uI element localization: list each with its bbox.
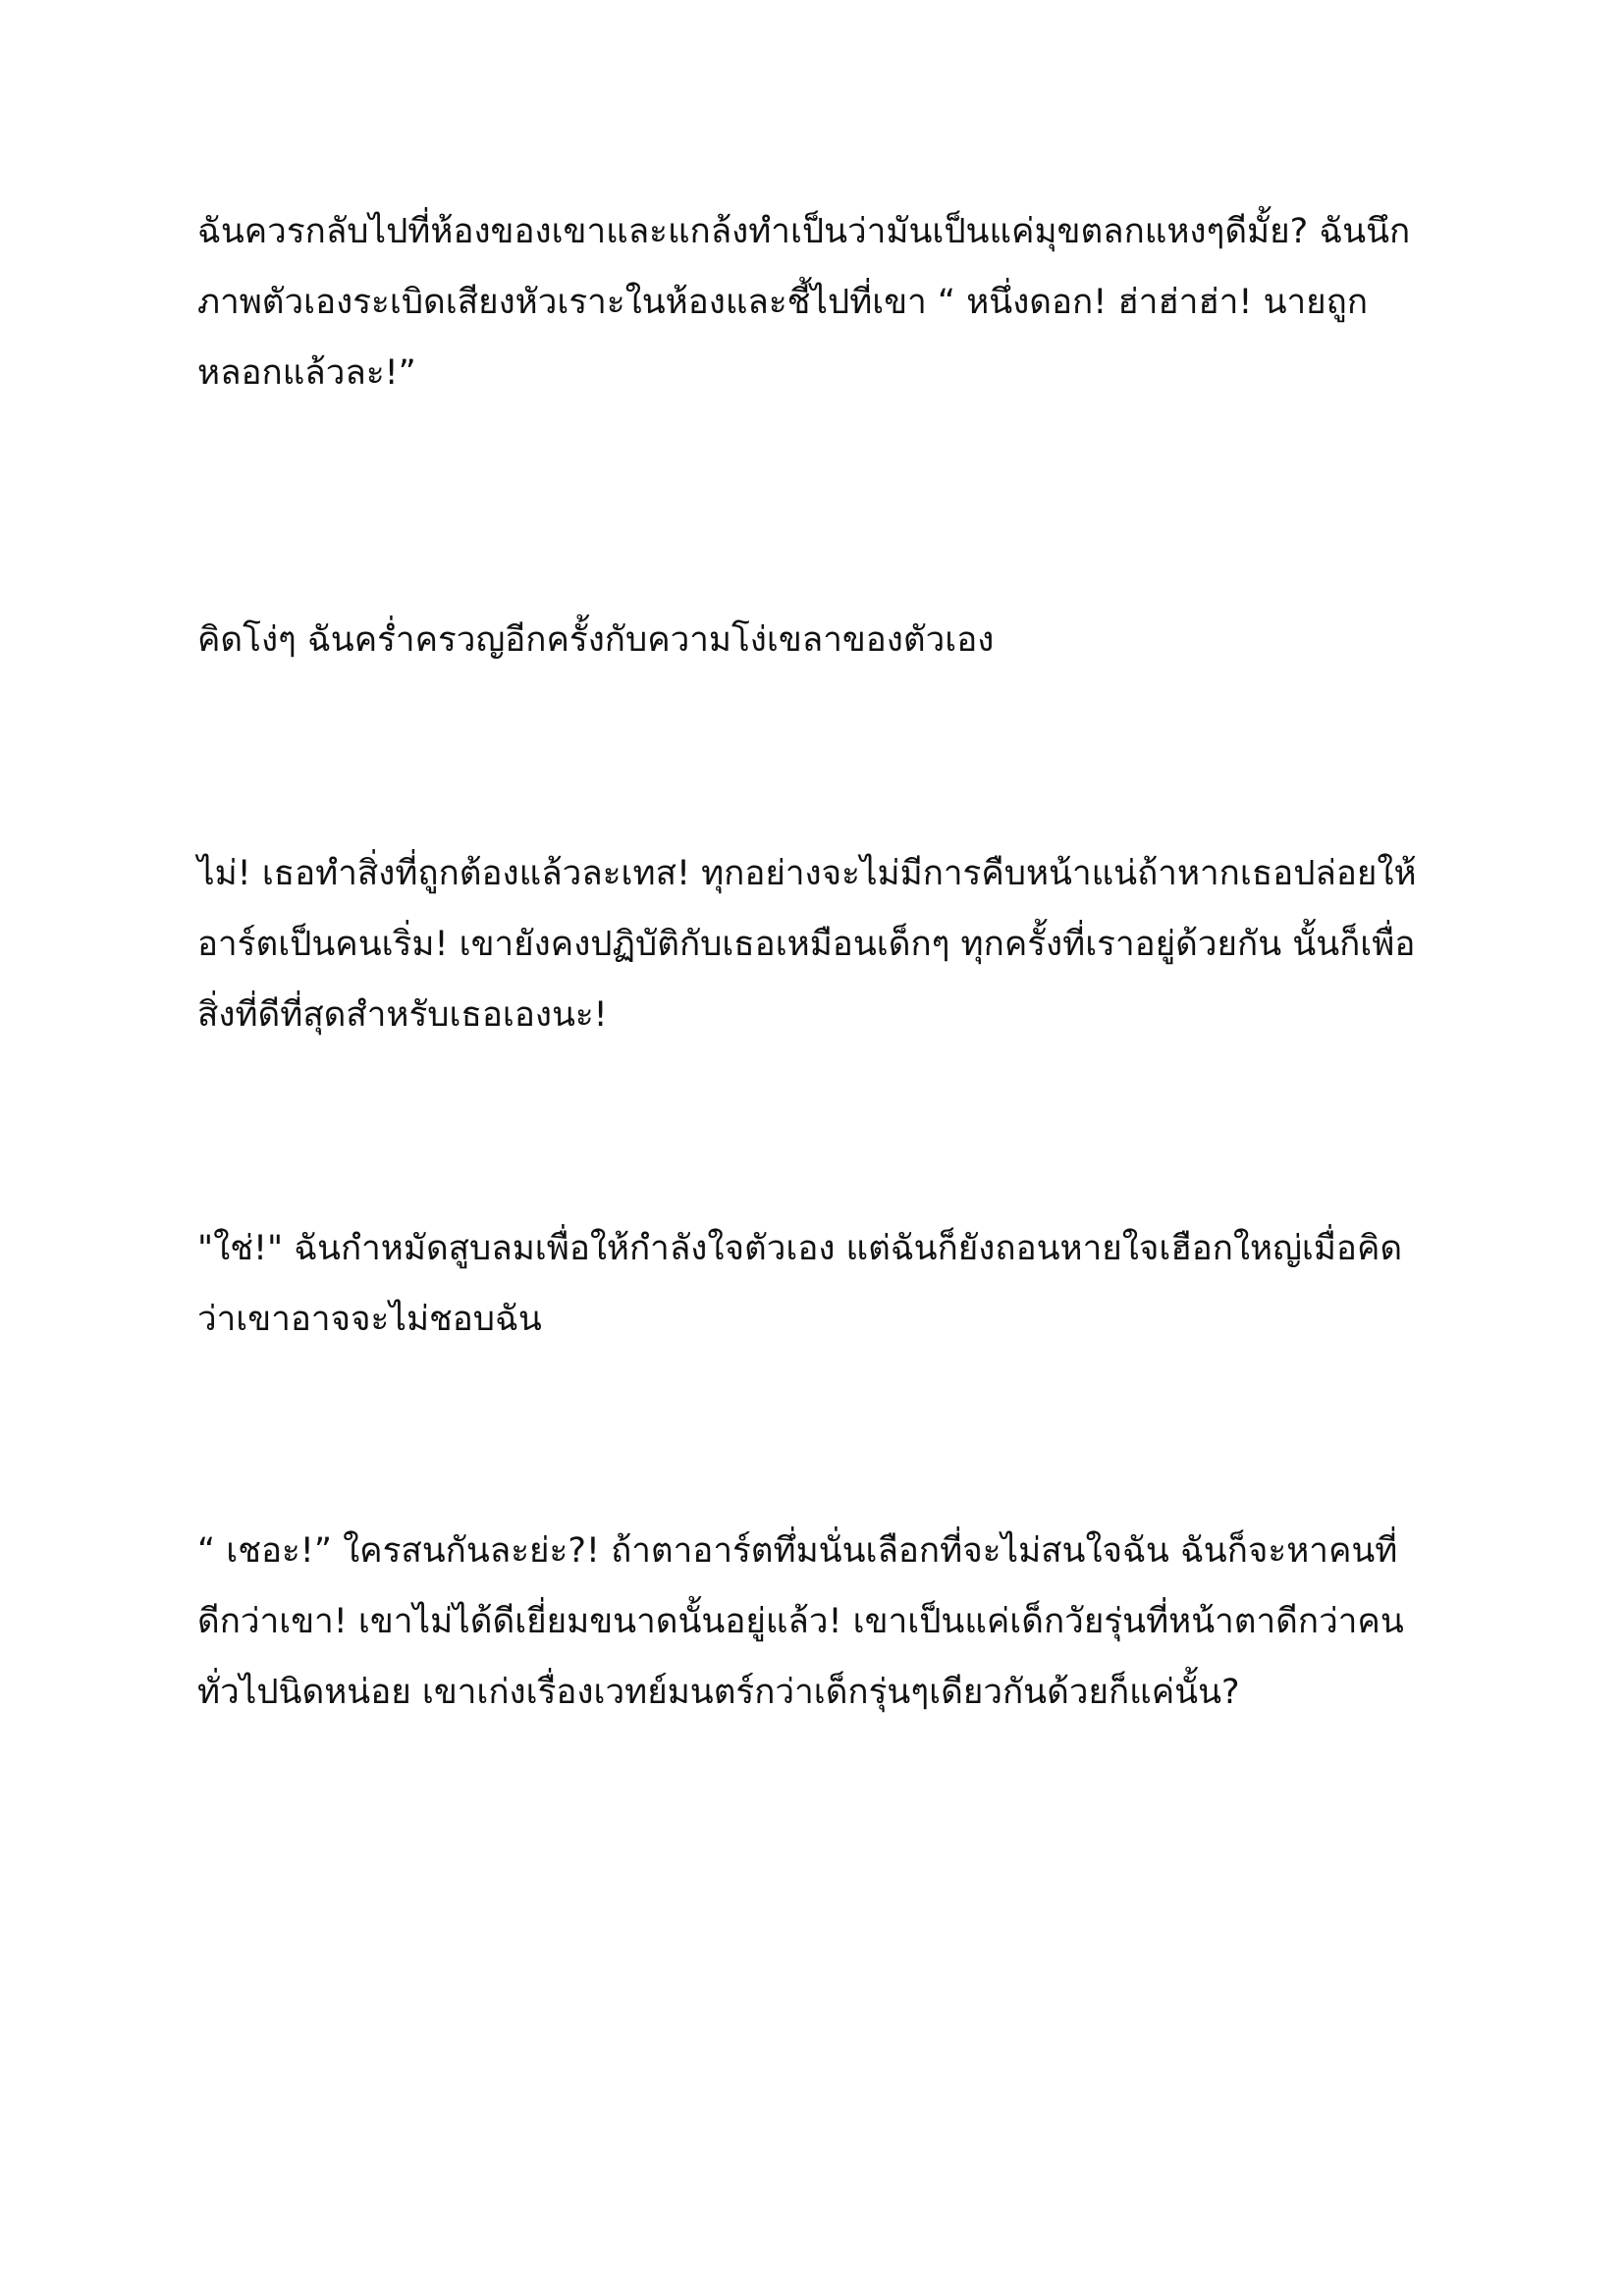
paragraph-line: อาร์ตเป็นคนเริ่ม! เขายังคงปฏิบัติกับเธอเหมือนเด็กๆ ทุกครั้งที่เราอยู่ด้วยกัน นั้นก็เพื่อ [197, 925, 1416, 964]
paragraph-line: “ เชอะ!” ใครสนกันละย่ะ?! ถ้าตาอาร์ตทึ่มนั่นเลือกที่จะไม่สนใจฉัน ฉันก็จะหาคนที่ [197, 1531, 1398, 1571]
paragraph-line: ไม่! เธอทำสิ่งที่ถูกต้องแล้วละเทส! ทุกอย่างจะไม่มีการคืบหน้าแน่ถ้าหากเธอปล่อยให้ [197, 854, 1417, 893]
paragraph-line: ดีกว่าเขา! เขาไม่ได้ดีเยี่ยมขนาดนั้นอยู่แล้ว! เขาเป็นแค่เด็กวัยรุ่นที่หน้าตาดีกว่าคน [197, 1602, 1404, 1641]
paragraph-line: หลอกแล้วละ!” [197, 353, 416, 393]
paragraph-5 [197, 1516, 1464, 1728]
paragraph-2 [197, 605, 1464, 675]
paragraph-1 [197, 196, 1464, 408]
paragraph-line: ว่าเขาอาจจะไม่ชอบฉัน [197, 1300, 542, 1339]
paragraph-line: ฉันควรกลับไปที่ห้องของเขาและแกล้งทำเป็นว่ามันเป็นแค่มุขตลกแหงๆดีมั้ย? ฉันนึก [197, 212, 1411, 251]
paragraph-line: ภาพตัวเองระเบิดเสียงหัวเราะในห้องและชี้ไปที่เขา “ หนึ่งดอก! ฮ่าฮ่าฮ่า! นายถูก [197, 283, 1369, 322]
paragraph-4 [197, 1213, 1464, 1355]
paragraph-line: ทั่วไปนิดหน่อย เขาเก่งเรื่องเวทย์มนตร์กว่าเด็กรุ่นๆเดียวกันด้วยก็แค่นั้น? [197, 1673, 1240, 1712]
paragraph-line: "ใช่!" ฉันกำหมัดสูบลมเพื่อให้กำลังใจตัวเอง แต่ฉันก็ยังถอนหายใจเฮือกใหญ่เมื่อคิด [197, 1229, 1403, 1268]
paragraph-line: คิดโง่ๆ ฉันคร่ำครวญอีกครั้งกับความโง่เขลาของตัวเอง [197, 620, 995, 660]
paragraph-line: สิ่งที่ดีที่สุดสำหรับเธอเองนะ! [197, 995, 608, 1035]
paragraph-3 [197, 838, 1464, 1050]
